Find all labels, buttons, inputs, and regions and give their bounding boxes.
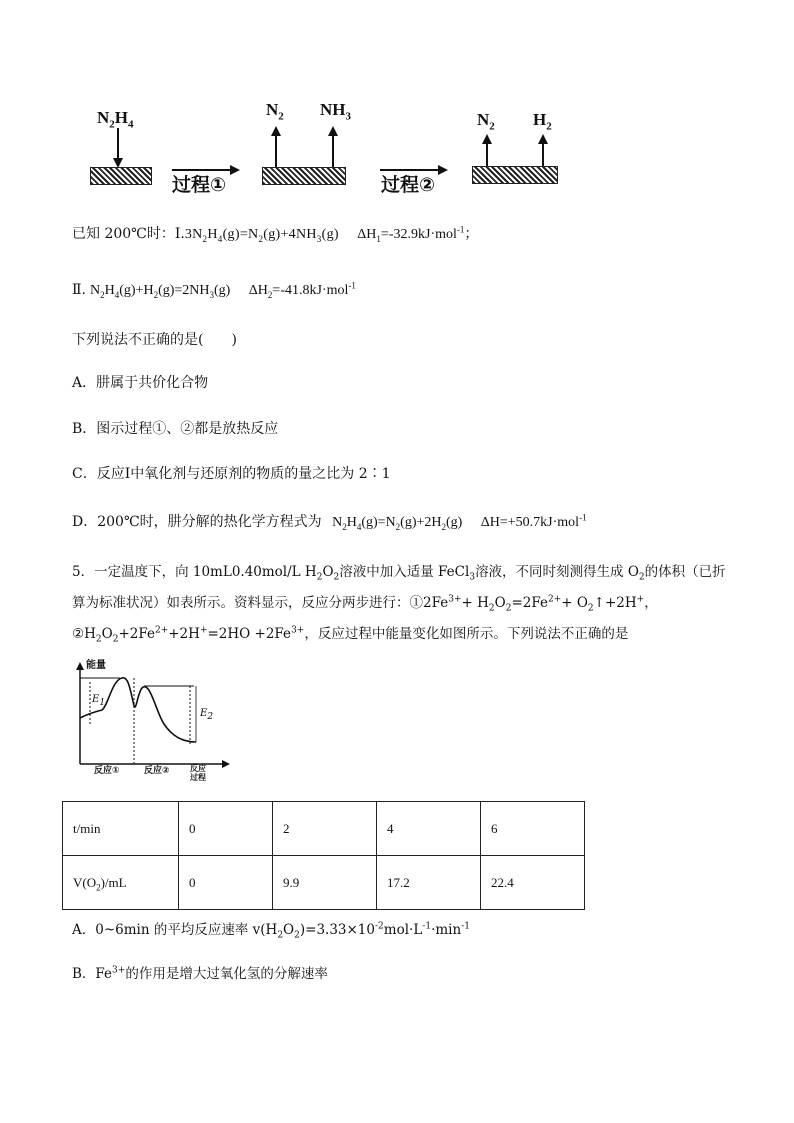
- x-label-process-b: 过程: [190, 773, 206, 782]
- energy-curve: [80, 678, 196, 742]
- arrow-down-icon: [110, 128, 126, 172]
- table-cell: 4: [377, 802, 481, 856]
- q5-line-3: $②H_2O_2+2Fe^{2+}+2H^+=2HO +2Fe^{3+}$，反应过程中能量变化如图所示。下列说法不正确的是: [72, 625, 629, 645]
- option-b: B．图示过程①、②都是放热反应: [72, 421, 279, 437]
- table-cell: 0: [179, 856, 273, 910]
- given-reaction-1: 已知 200℃时：$Ⅰ.3N_2H_4(g)=N_2(g)+4NH_3(g)$ $\Delta H_1=-32.9kJ\cdot mol^{-1}$；: [72, 224, 479, 244]
- arrow-up-icon: [325, 126, 341, 172]
- table-cell: 0: [179, 802, 273, 856]
- table-cell: 17.2: [377, 856, 481, 910]
- x-label-reaction-1: 反应①: [94, 766, 120, 776]
- table-header-volume: $V(O_2)/mL$: [63, 856, 179, 910]
- arrow-up-icon: [535, 134, 551, 170]
- catalyst-surface-2: [262, 167, 346, 185]
- catalyst-surface-3: [472, 166, 558, 184]
- catalyst-surface-1: [90, 167, 152, 185]
- arrow-up-icon: [268, 126, 284, 172]
- process1-label: 过程①: [172, 174, 227, 196]
- q5-line-1: 5．一定温度下，向 10mL0.40mol/L $H_2O_2$溶液中加入适量 FeCl$_3$溶液，不同时刻测得生成 $O_2$的体积（已折: [72, 564, 726, 583]
- y-axis-label: 能量: [86, 660, 106, 671]
- option-a: A．肼属于共价化合物: [72, 375, 209, 391]
- energy-diagram: [72, 662, 232, 790]
- x-label-process-a: 反应: [190, 764, 206, 773]
- process2-label: 过程②: [381, 174, 436, 196]
- product-n2-label: $N_2$: [477, 110, 495, 133]
- x-label-reaction-2: 反应②: [144, 766, 170, 776]
- table-row: [63, 802, 585, 856]
- question-stem: 下列说法不正确的是( ): [72, 332, 237, 348]
- q5-option-b: B．$Fe^{3+}$的作用是增大过氧化氢的分解速率: [72, 965, 328, 982]
- option-c: C．反应Ⅰ中氧化剂与还原剂的物质的量之比为 2∶1: [72, 466, 391, 482]
- volume-table: [62, 801, 585, 910]
- table-cell: 22.4: [481, 856, 585, 910]
- q5-option-a: A．0~6min 的平均反应速率 $v(H_2O_2)=3.33\times 10^{-2}mol\cdot L^{-1}\cdot\min^{-1}$: [72, 921, 470, 941]
- product-h2-label: $H_2$: [533, 110, 552, 133]
- table-row: [63, 856, 585, 910]
- e2-label: $E_2$: [200, 708, 214, 722]
- table-cell: 9.9: [273, 856, 377, 910]
- table-cell: 6: [481, 802, 585, 856]
- table-cell: 2: [273, 802, 377, 856]
- e1-label: $E_1$: [92, 694, 106, 708]
- product-n2-label: $N_2$: [266, 100, 284, 123]
- table-header-time: t/min: [63, 802, 179, 856]
- product-nh3-label: $NH_3$: [320, 100, 351, 123]
- reactant-n2h4-label: $N_2H_4$: [97, 108, 134, 131]
- given-reaction-2: Ⅱ. $N_2H_4(g)+H_2(g)=2NH_3(g)$ $\Delta H_2=-41.8kJ\cdot mol^{-1}$: [72, 280, 356, 300]
- q5-line-2: 算为标准状况）如表所示。资料显示，反应分两步进行：$①2Fe^{3+}+ H_2O_2=2Fe^{2+}+$ $O_2↑+2H^+$，: [72, 594, 658, 614]
- arrow-up-icon: [479, 134, 495, 170]
- option-d: D．200℃时，肼分解的热化学方程式为 $N_2H_4(g)=N_2(g)+2H_2(g)$ ΔH=+50.7kJ·mol$^{-1}$: [72, 512, 587, 532]
